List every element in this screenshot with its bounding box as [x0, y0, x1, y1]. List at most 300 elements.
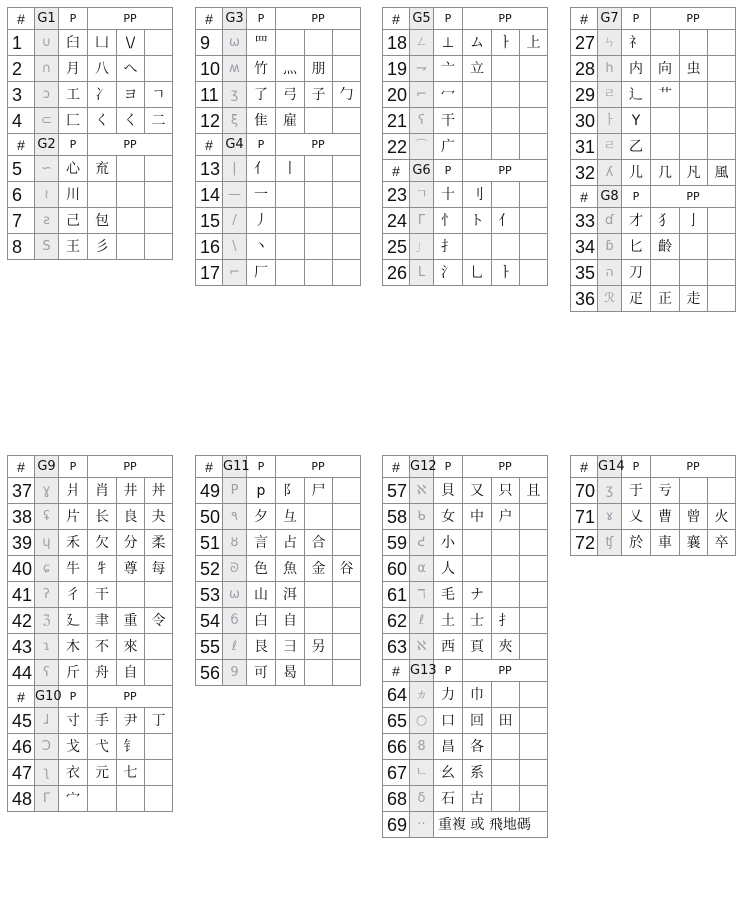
stroke-shape: ɕ: [35, 556, 59, 582]
header-p: P: [434, 456, 463, 478]
secondary-component: ㅏ: [492, 30, 520, 56]
header-p: P: [247, 456, 276, 478]
code-number: 33: [571, 208, 598, 234]
table-row: [383, 478, 548, 504]
stroke-shape: ɿ: [35, 634, 59, 660]
code-block-2: [195, 7, 361, 286]
secondary-component: ㄱ: [145, 82, 173, 108]
secondary-component: [520, 260, 548, 286]
stroke-shape: ɺ: [35, 708, 59, 734]
primary-component: 爿: [59, 478, 88, 504]
secondary-component: 包: [88, 208, 117, 234]
secondary-component: 分: [117, 530, 145, 556]
header-hash: #: [8, 686, 35, 708]
stroke-shape: S: [35, 234, 59, 260]
group-label: G7: [598, 8, 622, 30]
stroke-shape: 8: [410, 734, 434, 760]
code-number: 26: [383, 260, 410, 286]
table-row: [571, 260, 736, 286]
code-number: 8: [8, 234, 35, 260]
code-block-4: [570, 7, 736, 312]
stroke-shape: ξ: [223, 108, 247, 134]
secondary-component: [117, 234, 145, 260]
group-label: G8: [598, 186, 622, 208]
table-row: [196, 156, 361, 182]
secondary-component: [88, 182, 117, 208]
table-row: [196, 504, 361, 530]
secondary-component: [333, 108, 361, 134]
code-number: 52: [196, 556, 223, 582]
table-row: [383, 734, 548, 760]
code-number: 19: [383, 56, 410, 82]
header-pp: PP: [651, 456, 736, 478]
secondary-component: [463, 556, 492, 582]
secondary-component: [651, 108, 680, 134]
table-row: [383, 208, 548, 234]
table-row: [8, 660, 173, 686]
primary-component: 戈: [59, 734, 88, 760]
secondary-component: [708, 108, 736, 134]
code-number: 29: [571, 82, 598, 108]
secondary-component: 子: [305, 82, 333, 108]
primary-component: 斤: [59, 660, 88, 686]
table-row: [383, 582, 548, 608]
secondary-component: [520, 582, 548, 608]
secondary-component: [708, 286, 736, 312]
primary-component: 木: [59, 634, 88, 660]
code-number: 64: [383, 682, 410, 708]
table-row: [571, 30, 736, 56]
primary-component: 人: [434, 556, 463, 582]
stroke-shape: ʢ: [35, 504, 59, 530]
secondary-component: [520, 108, 548, 134]
primary-component: 扌: [434, 234, 463, 260]
primary-component: 忄: [434, 208, 463, 234]
header-hash: #: [571, 8, 598, 30]
secondary-component: 田: [492, 708, 520, 734]
table-row: [571, 504, 736, 530]
secondary-component: 干: [88, 582, 117, 608]
primary-component: 竹: [247, 56, 276, 82]
stroke-shape: ℵ: [410, 634, 434, 660]
secondary-component: [145, 582, 173, 608]
code-number: 5: [8, 156, 35, 182]
table-row: [383, 608, 548, 634]
secondary-component: 灬: [276, 56, 305, 82]
secondary-component: [520, 530, 548, 556]
stroke-shape: ٩: [223, 504, 247, 530]
secondary-component: [305, 182, 333, 208]
primary-component: 冖: [434, 82, 463, 108]
secondary-component: 朋: [305, 56, 333, 82]
secondary-component: 另: [305, 634, 333, 660]
primary-component: 昌: [434, 734, 463, 760]
secondary-component: [88, 786, 117, 812]
code-number: 53: [196, 582, 223, 608]
table-row: [8, 582, 173, 608]
code-block-7: [382, 455, 548, 838]
secondary-component: [117, 582, 145, 608]
secondary-component: [463, 530, 492, 556]
header-pp: PP: [276, 134, 361, 156]
secondary-component: [520, 734, 548, 760]
secondary-component: 手: [88, 708, 117, 734]
secondary-component: 柔: [145, 530, 173, 556]
primary-component: 于: [622, 478, 651, 504]
stroke-shape: ʎ: [598, 160, 622, 186]
secondary-component: 走: [680, 286, 708, 312]
stroke-shape: ヵ: [410, 682, 434, 708]
stroke-shape: α: [410, 556, 434, 582]
table-row: [571, 286, 736, 312]
table-row: [196, 260, 361, 286]
table-row: [383, 682, 548, 708]
secondary-component: [520, 760, 548, 786]
stroke-shape: ƨ: [35, 208, 59, 234]
secondary-component: 來: [117, 634, 145, 660]
code-number: 60: [383, 556, 410, 582]
code-number: 59: [383, 530, 410, 556]
stroke-shape: ㄣ: [598, 30, 622, 56]
stroke-shape: ℸ: [410, 582, 434, 608]
table-row: [196, 660, 361, 686]
code-number: 67: [383, 760, 410, 786]
note-cell: 重複 或 飛地碼: [434, 812, 548, 838]
secondary-component: 夾: [492, 634, 520, 660]
primary-component: 丶: [247, 234, 276, 260]
primary-component: 白: [247, 608, 276, 634]
group-header-row: [571, 186, 736, 208]
stroke-shape: ∪: [35, 30, 59, 56]
secondary-component: 卒: [708, 530, 736, 556]
secondary-component: [333, 260, 361, 286]
secondary-component: [492, 682, 520, 708]
secondary-component: 夬: [145, 504, 173, 530]
primary-component: 石: [434, 786, 463, 812]
stroke-shape: δ: [410, 786, 434, 812]
primary-component: 心: [59, 156, 88, 182]
code-number: 51: [196, 530, 223, 556]
stroke-shape: ȣ: [223, 530, 247, 556]
stroke-shape: P: [223, 478, 247, 504]
group-header-row: [8, 8, 173, 30]
table-row: [8, 530, 173, 556]
secondary-component: 金: [305, 556, 333, 582]
secondary-component: 系: [463, 760, 492, 786]
header-hash: #: [383, 8, 410, 30]
table-row: [383, 260, 548, 286]
secondary-component: 士: [463, 608, 492, 634]
group-label: G11: [223, 456, 247, 478]
stroke-shape: ɔ: [35, 82, 59, 108]
code-number: 55: [196, 634, 223, 660]
secondary-component: [145, 208, 173, 234]
group-label: G14: [598, 456, 622, 478]
code-number: 63: [383, 634, 410, 660]
secondary-component: [708, 234, 736, 260]
stroke-shape: h: [598, 56, 622, 82]
primary-component: 干: [434, 108, 463, 134]
secondary-component: [276, 208, 305, 234]
table-row: [571, 208, 736, 234]
secondary-component: [492, 582, 520, 608]
stroke-shape: ⌐: [223, 260, 247, 286]
code-number: 49: [196, 478, 223, 504]
secondary-component: [145, 760, 173, 786]
primary-component: 片: [59, 504, 88, 530]
stroke-shape: —: [223, 182, 247, 208]
code-block-3: [382, 7, 548, 286]
primary-component: 貝: [434, 478, 463, 504]
stroke-shape: 」: [410, 234, 434, 260]
secondary-component: [492, 182, 520, 208]
table-row: [196, 530, 361, 556]
code-number: 30: [571, 108, 598, 134]
code-number: 39: [8, 530, 35, 556]
secondary-component: 襄: [680, 530, 708, 556]
secondary-component: [145, 156, 173, 182]
primary-component: 衣: [59, 760, 88, 786]
table-row: [8, 760, 173, 786]
table-row: [383, 530, 548, 556]
code-number: 47: [8, 760, 35, 786]
code-block-5: [7, 455, 173, 812]
code-number: 42: [8, 608, 35, 634]
secondary-component: [333, 582, 361, 608]
secondary-component: 占: [276, 530, 305, 556]
table-row: [571, 530, 736, 556]
secondary-component: [520, 208, 548, 234]
secondary-component: [680, 30, 708, 56]
stroke-shape: ℨ: [35, 608, 59, 634]
secondary-component: 回: [463, 708, 492, 734]
stroke-shape: \: [223, 234, 247, 260]
stroke-shape: ʅ: [35, 760, 59, 786]
secondary-component: [145, 30, 173, 56]
stroke-shape: Γ: [410, 208, 434, 234]
primary-component: 罒: [247, 30, 276, 56]
secondary-component: [145, 734, 173, 760]
secondary-component: 谷: [333, 556, 361, 582]
stroke-shape: ⌒: [410, 134, 434, 160]
primary-component: 辶: [622, 82, 651, 108]
secondary-component: [651, 260, 680, 286]
secondary-component: [463, 234, 492, 260]
header-pp: PP: [463, 660, 548, 682]
code-block-6: [195, 455, 361, 686]
secondary-component: [117, 208, 145, 234]
table-row: [196, 82, 361, 108]
table-row: [8, 478, 173, 504]
secondary-component: 自: [276, 608, 305, 634]
secondary-component: [276, 234, 305, 260]
stroke-shape: ה: [598, 260, 622, 286]
stroke-shape: ʔ: [35, 582, 59, 608]
code-number: 7: [8, 208, 35, 234]
primary-component: 才: [622, 208, 651, 234]
code-number: 35: [571, 260, 598, 286]
secondary-component: [463, 82, 492, 108]
stroke-shape: ʍ: [223, 56, 247, 82]
secondary-component: [305, 504, 333, 530]
secondary-component: 艹: [651, 82, 680, 108]
group-header-row: [571, 456, 736, 478]
header-hash: #: [571, 456, 598, 478]
secondary-component: 各: [463, 734, 492, 760]
group-header-row: [383, 8, 548, 30]
primary-component: 一: [247, 182, 276, 208]
secondary-component: [520, 504, 548, 530]
secondary-component: 又: [463, 478, 492, 504]
secondary-component: [276, 30, 305, 56]
secondary-component: [333, 660, 361, 686]
table-row: [571, 134, 736, 160]
code-number: 69: [383, 812, 410, 838]
header-pp: PP: [88, 456, 173, 478]
secondary-component: 欠: [88, 530, 117, 556]
table-row: [196, 608, 361, 634]
secondary-component: [520, 786, 548, 812]
secondary-component: [680, 260, 708, 286]
stroke-shape: ᘐ: [223, 556, 247, 582]
code-number: 43: [8, 634, 35, 660]
primary-component: 艮: [247, 634, 276, 660]
header-p: P: [59, 134, 88, 156]
secondary-component: 向: [651, 56, 680, 82]
table-row: [383, 786, 548, 812]
code-number: 38: [8, 504, 35, 530]
secondary-component: [520, 182, 548, 208]
secondary-component: 彐: [276, 634, 305, 660]
primary-component: 於: [622, 530, 651, 556]
header-hash: #: [196, 456, 223, 478]
secondary-component: 令: [145, 608, 173, 634]
secondary-component: [708, 134, 736, 160]
secondary-component: 古: [463, 786, 492, 812]
table-row: [8, 30, 173, 56]
primary-component: 小: [434, 530, 463, 556]
table-row: [8, 56, 173, 82]
secondary-component: 井: [117, 478, 145, 504]
header-hash: #: [8, 456, 35, 478]
secondary-component: [276, 260, 305, 286]
stroke-shape: ω: [223, 582, 247, 608]
secondary-component: [651, 30, 680, 56]
secondary-component: [520, 708, 548, 734]
group-label: G2: [35, 134, 59, 156]
primary-component: 隹: [247, 108, 276, 134]
table-row: [383, 182, 548, 208]
stroke-shape: ᕍ: [410, 530, 434, 556]
secondary-component: \/: [117, 30, 145, 56]
secondary-component: [520, 234, 548, 260]
header-p: P: [434, 660, 463, 682]
code-number: 65: [383, 708, 410, 734]
secondary-component: 虫: [680, 56, 708, 82]
secondary-component: く: [117, 108, 145, 134]
secondary-component: 洱: [276, 582, 305, 608]
secondary-component: 只: [492, 478, 520, 504]
stroke-shape: ᑲ: [410, 504, 434, 530]
primary-component: 臼: [59, 30, 88, 56]
secondary-component: 良: [117, 504, 145, 530]
code-number: 57: [383, 478, 410, 504]
table-row: [196, 182, 361, 208]
table-row: [383, 82, 548, 108]
secondary-component: へ: [117, 56, 145, 82]
code-number: 23: [383, 182, 410, 208]
primary-component: 亠: [434, 56, 463, 82]
secondary-component: 钅: [117, 734, 145, 760]
stroke-shape: L: [410, 260, 434, 286]
stroke-shape: |: [223, 156, 247, 182]
header-p: P: [59, 456, 88, 478]
code-number: 24: [383, 208, 410, 234]
table-row: [383, 30, 548, 56]
secondary-component: [520, 682, 548, 708]
secondary-component: 冫: [88, 82, 117, 108]
secondary-component: ト: [463, 208, 492, 234]
secondary-component: [333, 234, 361, 260]
secondary-component: 长: [88, 504, 117, 530]
code-number: 10: [196, 56, 223, 82]
primary-component: 西: [434, 634, 463, 660]
secondary-component: 乚: [463, 260, 492, 286]
header-p: P: [59, 8, 88, 30]
secondary-component: [708, 208, 736, 234]
primary-component: 土: [434, 608, 463, 634]
table-row: [383, 134, 548, 160]
primary-component: 了: [247, 82, 276, 108]
table-row: [383, 708, 548, 734]
stroke-shape: б: [223, 608, 247, 634]
primary-component: 丿: [247, 208, 276, 234]
header-pp: PP: [651, 186, 736, 208]
secondary-component: 且: [520, 478, 548, 504]
primary-component: 氵: [434, 260, 463, 286]
secondary-component: [145, 234, 173, 260]
table-row: [8, 608, 173, 634]
secondary-component: [333, 182, 361, 208]
stroke-shape: ɓ: [598, 234, 622, 260]
secondary-component: 立: [463, 56, 492, 82]
code-number: 40: [8, 556, 35, 582]
code-number: 11: [196, 82, 223, 108]
secondary-component: [145, 634, 173, 660]
group-label: G5: [410, 8, 434, 30]
secondary-component: [463, 134, 492, 160]
secondary-component: [145, 182, 173, 208]
code-number: 3: [8, 82, 35, 108]
secondary-component: [680, 108, 708, 134]
secondary-component: [333, 208, 361, 234]
primary-component: 乙: [622, 134, 651, 160]
secondary-component: ム: [463, 30, 492, 56]
secondary-component: 曾: [680, 504, 708, 530]
header-hash: #: [571, 186, 598, 208]
secondary-component: 丁: [145, 708, 173, 734]
code-number: 18: [383, 30, 410, 56]
code-number: 1: [8, 30, 35, 56]
code-number: 25: [383, 234, 410, 260]
header-hash: #: [383, 660, 410, 682]
stroke-shape: ʕ: [35, 660, 59, 686]
secondary-component: 丨: [276, 156, 305, 182]
stroke-shape: ℓ: [223, 634, 247, 660]
stroke-shape: ᒥ: [35, 786, 59, 812]
secondary-component: 尸: [305, 478, 333, 504]
secondary-component: 每: [145, 556, 173, 582]
